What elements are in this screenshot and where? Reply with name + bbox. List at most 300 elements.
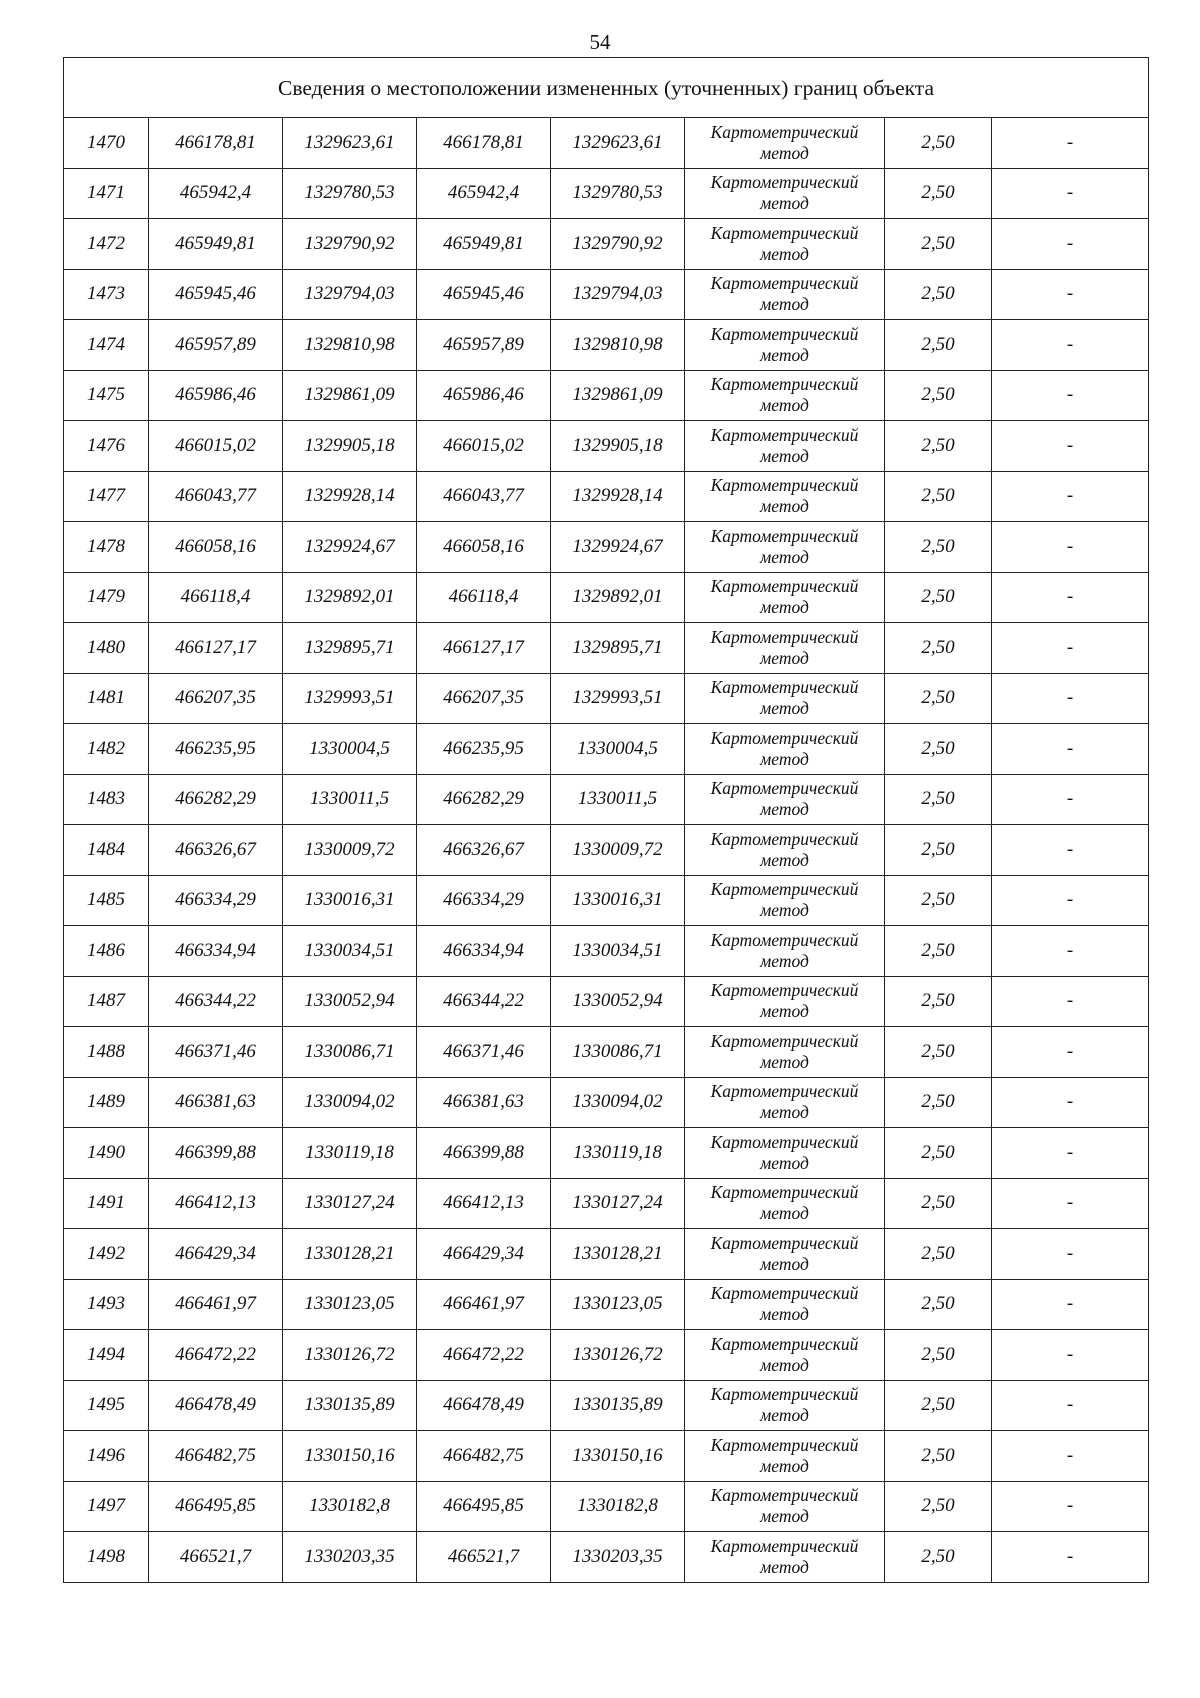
cell-refined-x: 466371,46 [417, 1027, 551, 1078]
table-row [64, 825, 1149, 876]
cell-existing-x: 466334,94 [149, 926, 283, 977]
cell-refined-y: 1330150,16 [551, 1431, 685, 1482]
cell-refined-x: 465949,81 [417, 219, 551, 270]
cell-accuracy: 2,50 [885, 269, 992, 320]
cell-point-number: 1479 [64, 572, 149, 623]
method-line-1: Картометрический [710, 121, 859, 142]
cell-refined-x: 466495,85 [417, 1481, 551, 1532]
cell-accuracy: 2,50 [885, 774, 992, 825]
cell-accuracy: 2,50 [885, 1178, 992, 1229]
cell-existing-x: 466282,29 [149, 774, 283, 825]
method-line-1: Картометрический [710, 1131, 859, 1152]
table-row [64, 1330, 1149, 1381]
cell-existing-x: 465957,89 [149, 320, 283, 371]
method-line-2: метод [760, 1405, 809, 1426]
method-line-2: метод [760, 546, 809, 567]
method-line-2: метод [760, 748, 809, 769]
cell-existing-y: 1330011,5 [283, 774, 417, 825]
cell-method [685, 219, 885, 270]
cell-note: - [992, 1279, 1149, 1330]
cell-existing-y: 1329810,98 [283, 320, 417, 371]
cell-note: - [992, 471, 1149, 522]
cell-existing-y: 1330126,72 [283, 1330, 417, 1381]
cell-method [685, 1481, 885, 1532]
method-line-1: Картометрический [710, 1030, 859, 1051]
method-line-1: Картометрический [710, 576, 859, 597]
table-row [64, 926, 1149, 977]
method-line-1: Картометрический [710, 778, 859, 799]
cell-accuracy: 2,50 [885, 673, 992, 724]
cell-method [685, 1178, 885, 1229]
method-line-1: Картометрический [710, 1485, 859, 1506]
cell-refined-y: 1329861,09 [551, 370, 685, 421]
method-line-1: Картометрический [710, 1182, 859, 1203]
cell-existing-x: 466015,02 [149, 421, 283, 472]
cell-method [685, 1077, 885, 1128]
cell-accuracy: 2,50 [885, 572, 992, 623]
method-line-1: Картометрический [710, 929, 859, 950]
method-line-1: Картометрический [710, 222, 859, 243]
cell-point-number: 1496 [64, 1431, 149, 1482]
cell-accuracy: 2,50 [885, 825, 992, 876]
cell-note: - [992, 1077, 1149, 1128]
cell-existing-x: 466344,22 [149, 976, 283, 1027]
cell-refined-x: 466381,63 [417, 1077, 551, 1128]
cell-note: - [992, 1178, 1149, 1229]
cell-existing-x: 466461,97 [149, 1279, 283, 1330]
cell-existing-x: 466371,46 [149, 1027, 283, 1078]
cell-note: - [992, 774, 1149, 825]
table-row [64, 471, 1149, 522]
table-row [64, 522, 1149, 573]
method-line-1: Картометрический [710, 1384, 859, 1405]
cell-existing-y: 1330119,18 [283, 1128, 417, 1179]
cell-refined-y: 1330123,05 [551, 1279, 685, 1330]
method-line-2: метод [760, 193, 809, 214]
cell-note: - [992, 673, 1149, 724]
method-line-1: Картометрический [710, 1283, 859, 1304]
method-line-1: Картометрический [710, 424, 859, 445]
cell-refined-x: 466118,4 [417, 572, 551, 623]
cell-note: - [992, 724, 1149, 775]
cell-point-number: 1476 [64, 421, 149, 472]
cell-refined-y: 1330128,21 [551, 1229, 685, 1280]
cell-note: - [992, 1431, 1149, 1482]
cell-existing-x: 466495,85 [149, 1481, 283, 1532]
method-line-2: метод [760, 1102, 809, 1123]
method-line-2: метод [760, 1203, 809, 1224]
method-line-2: метод [760, 1051, 809, 1072]
method-line-2: метод [760, 1354, 809, 1375]
cell-refined-y: 1330135,89 [551, 1380, 685, 1431]
cell-refined-x: 466412,13 [417, 1178, 551, 1229]
cell-note: - [992, 1330, 1149, 1381]
method-line-1: Картометрический [710, 273, 859, 294]
cell-refined-y: 1329993,51 [551, 673, 685, 724]
cell-refined-y: 1330203,35 [551, 1532, 685, 1583]
cell-accuracy: 2,50 [885, 1380, 992, 1431]
cell-method [685, 1330, 885, 1381]
cell-note: - [992, 1481, 1149, 1532]
cell-refined-y: 1330034,51 [551, 926, 685, 977]
cell-method [685, 875, 885, 926]
method-line-2: метод [760, 344, 809, 365]
cell-refined-y: 1330182,8 [551, 1481, 685, 1532]
cell-refined-y: 1329924,67 [551, 522, 685, 573]
cell-point-number: 1495 [64, 1380, 149, 1431]
cell-existing-x: 465986,46 [149, 370, 283, 421]
cell-note: - [992, 572, 1149, 623]
cell-note: - [992, 370, 1149, 421]
method-line-2: метод [760, 142, 809, 163]
cell-note: - [992, 168, 1149, 219]
method-line-2: метод [760, 849, 809, 870]
method-line-2: метод [760, 950, 809, 971]
method-line-1: Картометрический [710, 475, 859, 496]
cell-point-number: 1491 [64, 1178, 149, 1229]
table-row [64, 1128, 1149, 1179]
cell-method [685, 673, 885, 724]
cell-point-number: 1488 [64, 1027, 149, 1078]
cell-refined-y: 1330086,71 [551, 1027, 685, 1078]
cell-note: - [992, 825, 1149, 876]
table-row [64, 269, 1149, 320]
cell-existing-y: 1329993,51 [283, 673, 417, 724]
method-line-2: метод [760, 597, 809, 618]
cell-accuracy: 2,50 [885, 1279, 992, 1330]
cell-existing-y: 1330016,31 [283, 875, 417, 926]
cell-existing-x: 465945,46 [149, 269, 283, 320]
boundary-coordinates-table [63, 57, 1149, 1583]
table-header-row [64, 58, 1149, 118]
cell-refined-x: 465986,46 [417, 370, 551, 421]
cell-point-number: 1470 [64, 118, 149, 169]
cell-accuracy: 2,50 [885, 471, 992, 522]
cell-existing-x: 466429,34 [149, 1229, 283, 1280]
cell-accuracy: 2,50 [885, 1128, 992, 1179]
table-row [64, 1077, 1149, 1128]
cell-method [685, 1128, 885, 1179]
cell-accuracy: 2,50 [885, 1330, 992, 1381]
cell-point-number: 1487 [64, 976, 149, 1027]
table-row [64, 370, 1149, 421]
cell-refined-x: 466472,22 [417, 1330, 551, 1381]
method-line-1: Картометрический [710, 1081, 859, 1102]
cell-note: - [992, 118, 1149, 169]
cell-note: - [992, 320, 1149, 371]
cell-existing-y: 1330135,89 [283, 1380, 417, 1431]
cell-note: - [992, 875, 1149, 926]
table-row [64, 875, 1149, 926]
cell-existing-y: 1329924,67 [283, 522, 417, 573]
table-row [64, 1178, 1149, 1229]
cell-point-number: 1490 [64, 1128, 149, 1179]
cell-refined-x: 465945,46 [417, 269, 551, 320]
method-line-2: метод [760, 1001, 809, 1022]
method-line-2: метод [760, 1253, 809, 1274]
cell-accuracy: 2,50 [885, 219, 992, 270]
cell-method [685, 1229, 885, 1280]
method-line-1: Картометрический [710, 626, 859, 647]
table-row [64, 1481, 1149, 1532]
cell-note: - [992, 1532, 1149, 1583]
method-line-2: метод [760, 1556, 809, 1577]
cell-point-number: 1480 [64, 623, 149, 674]
table-row [64, 1380, 1149, 1431]
cell-refined-x: 466058,16 [417, 522, 551, 573]
method-line-1: Картометрический [710, 677, 859, 698]
table-row [64, 118, 1149, 169]
cell-point-number: 1484 [64, 825, 149, 876]
cell-existing-x: 466058,16 [149, 522, 283, 573]
method-line-1: Картометрический [710, 374, 859, 395]
cell-existing-x: 465949,81 [149, 219, 283, 270]
table-row [64, 673, 1149, 724]
cell-point-number: 1497 [64, 1481, 149, 1532]
table-row [64, 421, 1149, 472]
cell-point-number: 1475 [64, 370, 149, 421]
cell-note: - [992, 926, 1149, 977]
cell-note: - [992, 522, 1149, 573]
cell-refined-y: 1330094,02 [551, 1077, 685, 1128]
cell-method [685, 522, 885, 573]
cell-method [685, 976, 885, 1027]
cell-refined-y: 1329623,61 [551, 118, 685, 169]
cell-refined-x: 466207,35 [417, 673, 551, 724]
cell-accuracy: 2,50 [885, 1481, 992, 1532]
cell-accuracy: 2,50 [885, 623, 992, 674]
cell-note: - [992, 1229, 1149, 1280]
cell-existing-x: 466472,22 [149, 1330, 283, 1381]
cell-existing-x: 466118,4 [149, 572, 283, 623]
cell-accuracy: 2,50 [885, 926, 992, 977]
cell-accuracy: 2,50 [885, 1229, 992, 1280]
table-row [64, 1532, 1149, 1583]
cell-point-number: 1494 [64, 1330, 149, 1381]
cell-refined-x: 466344,22 [417, 976, 551, 1027]
cell-note: - [992, 1380, 1149, 1431]
cell-accuracy: 2,50 [885, 1027, 992, 1078]
cell-accuracy: 2,50 [885, 421, 992, 472]
cell-existing-x: 466334,29 [149, 875, 283, 926]
table-row [64, 623, 1149, 674]
cell-point-number: 1474 [64, 320, 149, 371]
cell-point-number: 1492 [64, 1229, 149, 1280]
cell-refined-x: 466482,75 [417, 1431, 551, 1482]
cell-method [685, 724, 885, 775]
cell-note: - [992, 421, 1149, 472]
method-line-1: Картометрический [710, 1434, 859, 1455]
cell-accuracy: 2,50 [885, 724, 992, 775]
table-row [64, 1279, 1149, 1330]
cell-refined-y: 1329790,92 [551, 219, 685, 270]
cell-accuracy: 2,50 [885, 1077, 992, 1128]
method-line-1: Картометрический [710, 879, 859, 900]
cell-existing-y: 1329790,92 [283, 219, 417, 270]
cell-existing-x: 466478,49 [149, 1380, 283, 1431]
cell-accuracy: 2,50 [885, 320, 992, 371]
cell-existing-x: 466043,77 [149, 471, 283, 522]
cell-refined-y: 1330011,5 [551, 774, 685, 825]
cell-method [685, 421, 885, 472]
cell-existing-x: 466326,67 [149, 825, 283, 876]
cell-method [685, 774, 885, 825]
method-line-2: метод [760, 1152, 809, 1173]
cell-existing-y: 1329892,01 [283, 572, 417, 623]
cell-existing-y: 1330182,8 [283, 1481, 417, 1532]
cell-point-number: 1498 [64, 1532, 149, 1583]
cell-refined-x: 466334,29 [417, 875, 551, 926]
cell-point-number: 1485 [64, 875, 149, 926]
cell-refined-x: 466178,81 [417, 118, 551, 169]
cell-existing-y: 1330034,51 [283, 926, 417, 977]
cell-method [685, 623, 885, 674]
table-row [64, 320, 1149, 371]
table-row [64, 1229, 1149, 1280]
cell-method [685, 168, 885, 219]
cell-method [685, 1532, 885, 1583]
cell-refined-y: 1329892,01 [551, 572, 685, 623]
cell-refined-x: 466015,02 [417, 421, 551, 472]
table-title: Сведения о местоположении измененных (уточненных) границ объекта [64, 58, 1149, 118]
cell-note: - [992, 1128, 1149, 1179]
cell-existing-y: 1330086,71 [283, 1027, 417, 1078]
cell-accuracy: 2,50 [885, 118, 992, 169]
cell-note: - [992, 976, 1149, 1027]
method-line-2: метод [760, 395, 809, 416]
cell-refined-y: 1329905,18 [551, 421, 685, 472]
table-row [64, 219, 1149, 270]
cell-point-number: 1473 [64, 269, 149, 320]
cell-existing-x: 466178,81 [149, 118, 283, 169]
method-line-1: Картометрический [710, 1333, 859, 1354]
cell-note: - [992, 623, 1149, 674]
cell-accuracy: 2,50 [885, 1431, 992, 1482]
cell-existing-y: 1329895,71 [283, 623, 417, 674]
cell-refined-y: 1330127,24 [551, 1178, 685, 1229]
method-line-1: Картометрический [710, 980, 859, 1001]
cell-point-number: 1478 [64, 522, 149, 573]
method-line-2: метод [760, 900, 809, 921]
cell-existing-y: 1329780,53 [283, 168, 417, 219]
cell-existing-x: 466127,17 [149, 623, 283, 674]
method-line-2: метод [760, 243, 809, 264]
method-line-2: метод [760, 647, 809, 668]
cell-existing-y: 1330128,21 [283, 1229, 417, 1280]
cell-existing-x: 466207,35 [149, 673, 283, 724]
cell-existing-x: 465942,4 [149, 168, 283, 219]
cell-refined-x: 465957,89 [417, 320, 551, 371]
table-row [64, 976, 1149, 1027]
table-row [64, 724, 1149, 775]
table-row [64, 1431, 1149, 1482]
cell-accuracy: 2,50 [885, 522, 992, 573]
cell-accuracy: 2,50 [885, 168, 992, 219]
cell-refined-x: 466043,77 [417, 471, 551, 522]
cell-method [685, 825, 885, 876]
cell-point-number: 1481 [64, 673, 149, 724]
cell-note: - [992, 269, 1149, 320]
cell-method [685, 269, 885, 320]
method-line-2: метод [760, 294, 809, 315]
cell-existing-y: 1330009,72 [283, 825, 417, 876]
cell-existing-y: 1330004,5 [283, 724, 417, 775]
cell-method [685, 926, 885, 977]
cell-refined-x: 466478,49 [417, 1380, 551, 1431]
cell-accuracy: 2,50 [885, 1532, 992, 1583]
cell-existing-y: 1329928,14 [283, 471, 417, 522]
cell-existing-y: 1329623,61 [283, 118, 417, 169]
method-line-2: метод [760, 1304, 809, 1325]
cell-existing-x: 466482,75 [149, 1431, 283, 1482]
method-line-1: Картометрический [710, 525, 859, 546]
cell-method [685, 1027, 885, 1078]
cell-existing-y: 1330203,35 [283, 1532, 417, 1583]
cell-existing-y: 1330127,24 [283, 1178, 417, 1229]
cell-refined-y: 1330126,72 [551, 1330, 685, 1381]
cell-accuracy: 2,50 [885, 370, 992, 421]
cell-refined-x: 466429,34 [417, 1229, 551, 1280]
cell-refined-x: 466326,67 [417, 825, 551, 876]
cell-method [685, 320, 885, 371]
cell-refined-y: 1330052,94 [551, 976, 685, 1027]
method-line-2: метод [760, 445, 809, 466]
cell-method [685, 471, 885, 522]
cell-point-number: 1483 [64, 774, 149, 825]
cell-refined-y: 1330016,31 [551, 875, 685, 926]
cell-refined-x: 466461,97 [417, 1279, 551, 1330]
method-line-2: метод [760, 496, 809, 517]
cell-existing-x: 466235,95 [149, 724, 283, 775]
cell-refined-y: 1329780,53 [551, 168, 685, 219]
table-row [64, 1027, 1149, 1078]
cell-method [685, 1380, 885, 1431]
method-line-1: Картометрический [710, 828, 859, 849]
method-line-1: Картометрический [710, 172, 859, 193]
cell-existing-y: 1330150,16 [283, 1431, 417, 1482]
cell-point-number: 1472 [64, 219, 149, 270]
cell-existing-x: 466412,13 [149, 1178, 283, 1229]
method-line-1: Картометрический [710, 1232, 859, 1253]
cell-existing-x: 466521,7 [149, 1532, 283, 1583]
cell-note: - [992, 1027, 1149, 1078]
cell-refined-x: 466399,88 [417, 1128, 551, 1179]
cell-refined-y: 1330119,18 [551, 1128, 685, 1179]
cell-refined-x: 466282,29 [417, 774, 551, 825]
cell-point-number: 1477 [64, 471, 149, 522]
cell-refined-y: 1329810,98 [551, 320, 685, 371]
cell-point-number: 1482 [64, 724, 149, 775]
cell-method [685, 1431, 885, 1482]
cell-refined-x: 465942,4 [417, 168, 551, 219]
cell-point-number: 1471 [64, 168, 149, 219]
cell-refined-y: 1329794,03 [551, 269, 685, 320]
cell-method [685, 118, 885, 169]
cell-note: - [992, 219, 1149, 270]
method-line-2: метод [760, 1506, 809, 1527]
cell-existing-x: 466399,88 [149, 1128, 283, 1179]
method-line-2: метод [760, 799, 809, 820]
method-line-1: Картометрический [710, 727, 859, 748]
cell-existing-y: 1330052,94 [283, 976, 417, 1027]
table-body [64, 58, 1149, 1583]
cell-refined-x: 466127,17 [417, 623, 551, 674]
method-line-1: Картометрический [710, 1535, 859, 1556]
cell-existing-y: 1329861,09 [283, 370, 417, 421]
cell-accuracy: 2,50 [885, 976, 992, 1027]
cell-point-number: 1489 [64, 1077, 149, 1128]
cell-refined-y: 1329895,71 [551, 623, 685, 674]
